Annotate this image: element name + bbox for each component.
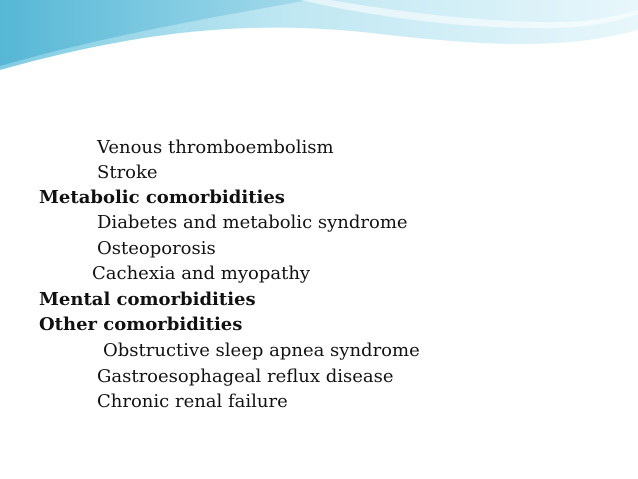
slide-line-osteoporosis: Osteoporosis	[97, 238, 216, 259]
slide-heading-other-comorbidities: Other comorbidities	[39, 314, 243, 335]
slide-line-diabetes: Diabetes and metabolic syndrome	[97, 212, 408, 233]
slide-line-sleep-apnea: Obstructive sleep apnea syndrome	[103, 340, 420, 361]
slide-heading-metabolic-comorbidities: Metabolic comorbidities	[39, 187, 285, 208]
slide-line-cachexia: Cachexia and myopathy	[92, 263, 311, 284]
slide-line-renal-failure: Chronic renal failure	[97, 391, 288, 412]
slide-heading-mental-comorbidities: Mental comorbidities	[39, 289, 256, 310]
slide-line-stroke: Stroke	[97, 162, 158, 183]
slide-line-venous-thromboembolism: Venous thromboembolism	[97, 137, 334, 158]
slide-line-gerd: Gastroesophageal reflux disease	[97, 366, 394, 387]
